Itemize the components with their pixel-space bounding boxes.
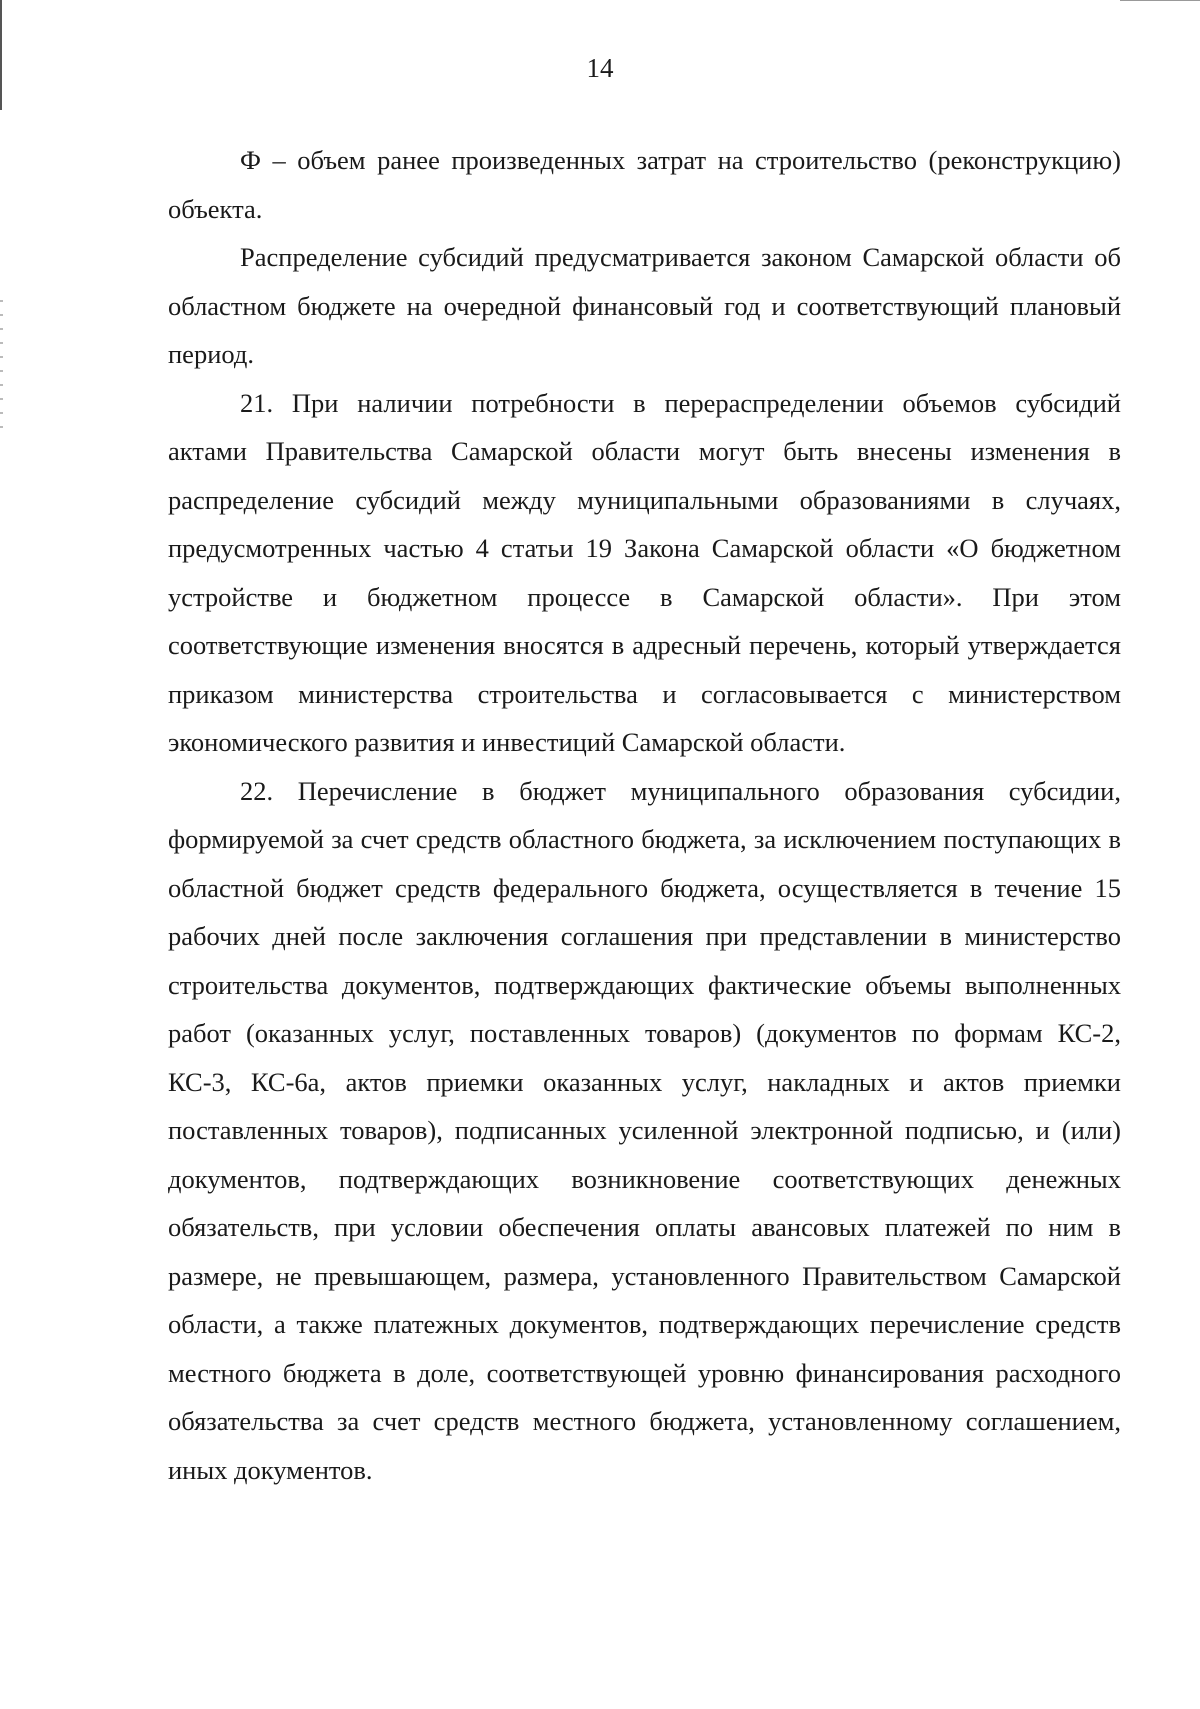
paragraph-item-21: 21. При наличии потребности в перераспределении объемов субсидий актами Правительства Самарской области могут быть внесены изменения в распределение субсидий между муниципальными образованиями в случаях, предусмотренных частью 4 статьи 19 Закона Самарской области «О бюджетном устройстве и бюджетном процессе в Самарской области». При этом соответствующие изменения вносятся в адресный перечень, который утверждается приказом министерства строительства и согласовывается с министерством экономического развития и инвестиций Самарской области. [168,387,1121,757]
paragraph-item-22: 22. Перечисление в бюджет муниципального образования субсидии, формируемой за счет средств областного бюджета, за исключением поступающих в областной бюджет средств федерального бюджета, осуществляется в течение 15 рабочих дней после заключения соглашения при представлении в министерство строительства документов, подтверждающих фактические объемы выполненных работ (оказанных услуг, поставленных товаров) (документов по формам КС-2, КС-3, КС-6а, актов приемки оказанных услуг, накладных и актов приемки поставленных товаров), подписанных усиленной электронной подписью, и (или) документов, подтверждающих возникновение соответствующих денежных обязательств, при условии обеспечения оплаты авансовых платежей по ним в размере, не превышающем, размера, установленного Правительством Самарской области, а также платежных документов, подтверждающих перечисление средств местного бюджета в доле, соответствующей уровню финансирования расходного обязательства за счет средств местного бюджета, установленному соглашением, иных документов. [168,775,1121,1485]
scan-left-edge-marks [0,300,3,440]
paragraph-formula-variable: Ф – объем ранее произведенных затрат на строительство (реконструкцию) объекта. [168,145,1121,224]
page-number: 14 [586,53,614,83]
paragraph-subsidy-distribution: Распределение субсидий предусматривается законом Самарской области об областном бюджете на очередной финансовый год и соответствующий плановый период. [168,242,1121,369]
scan-top-right-line [1120,0,1200,1]
document-body [168,136,1121,1494]
